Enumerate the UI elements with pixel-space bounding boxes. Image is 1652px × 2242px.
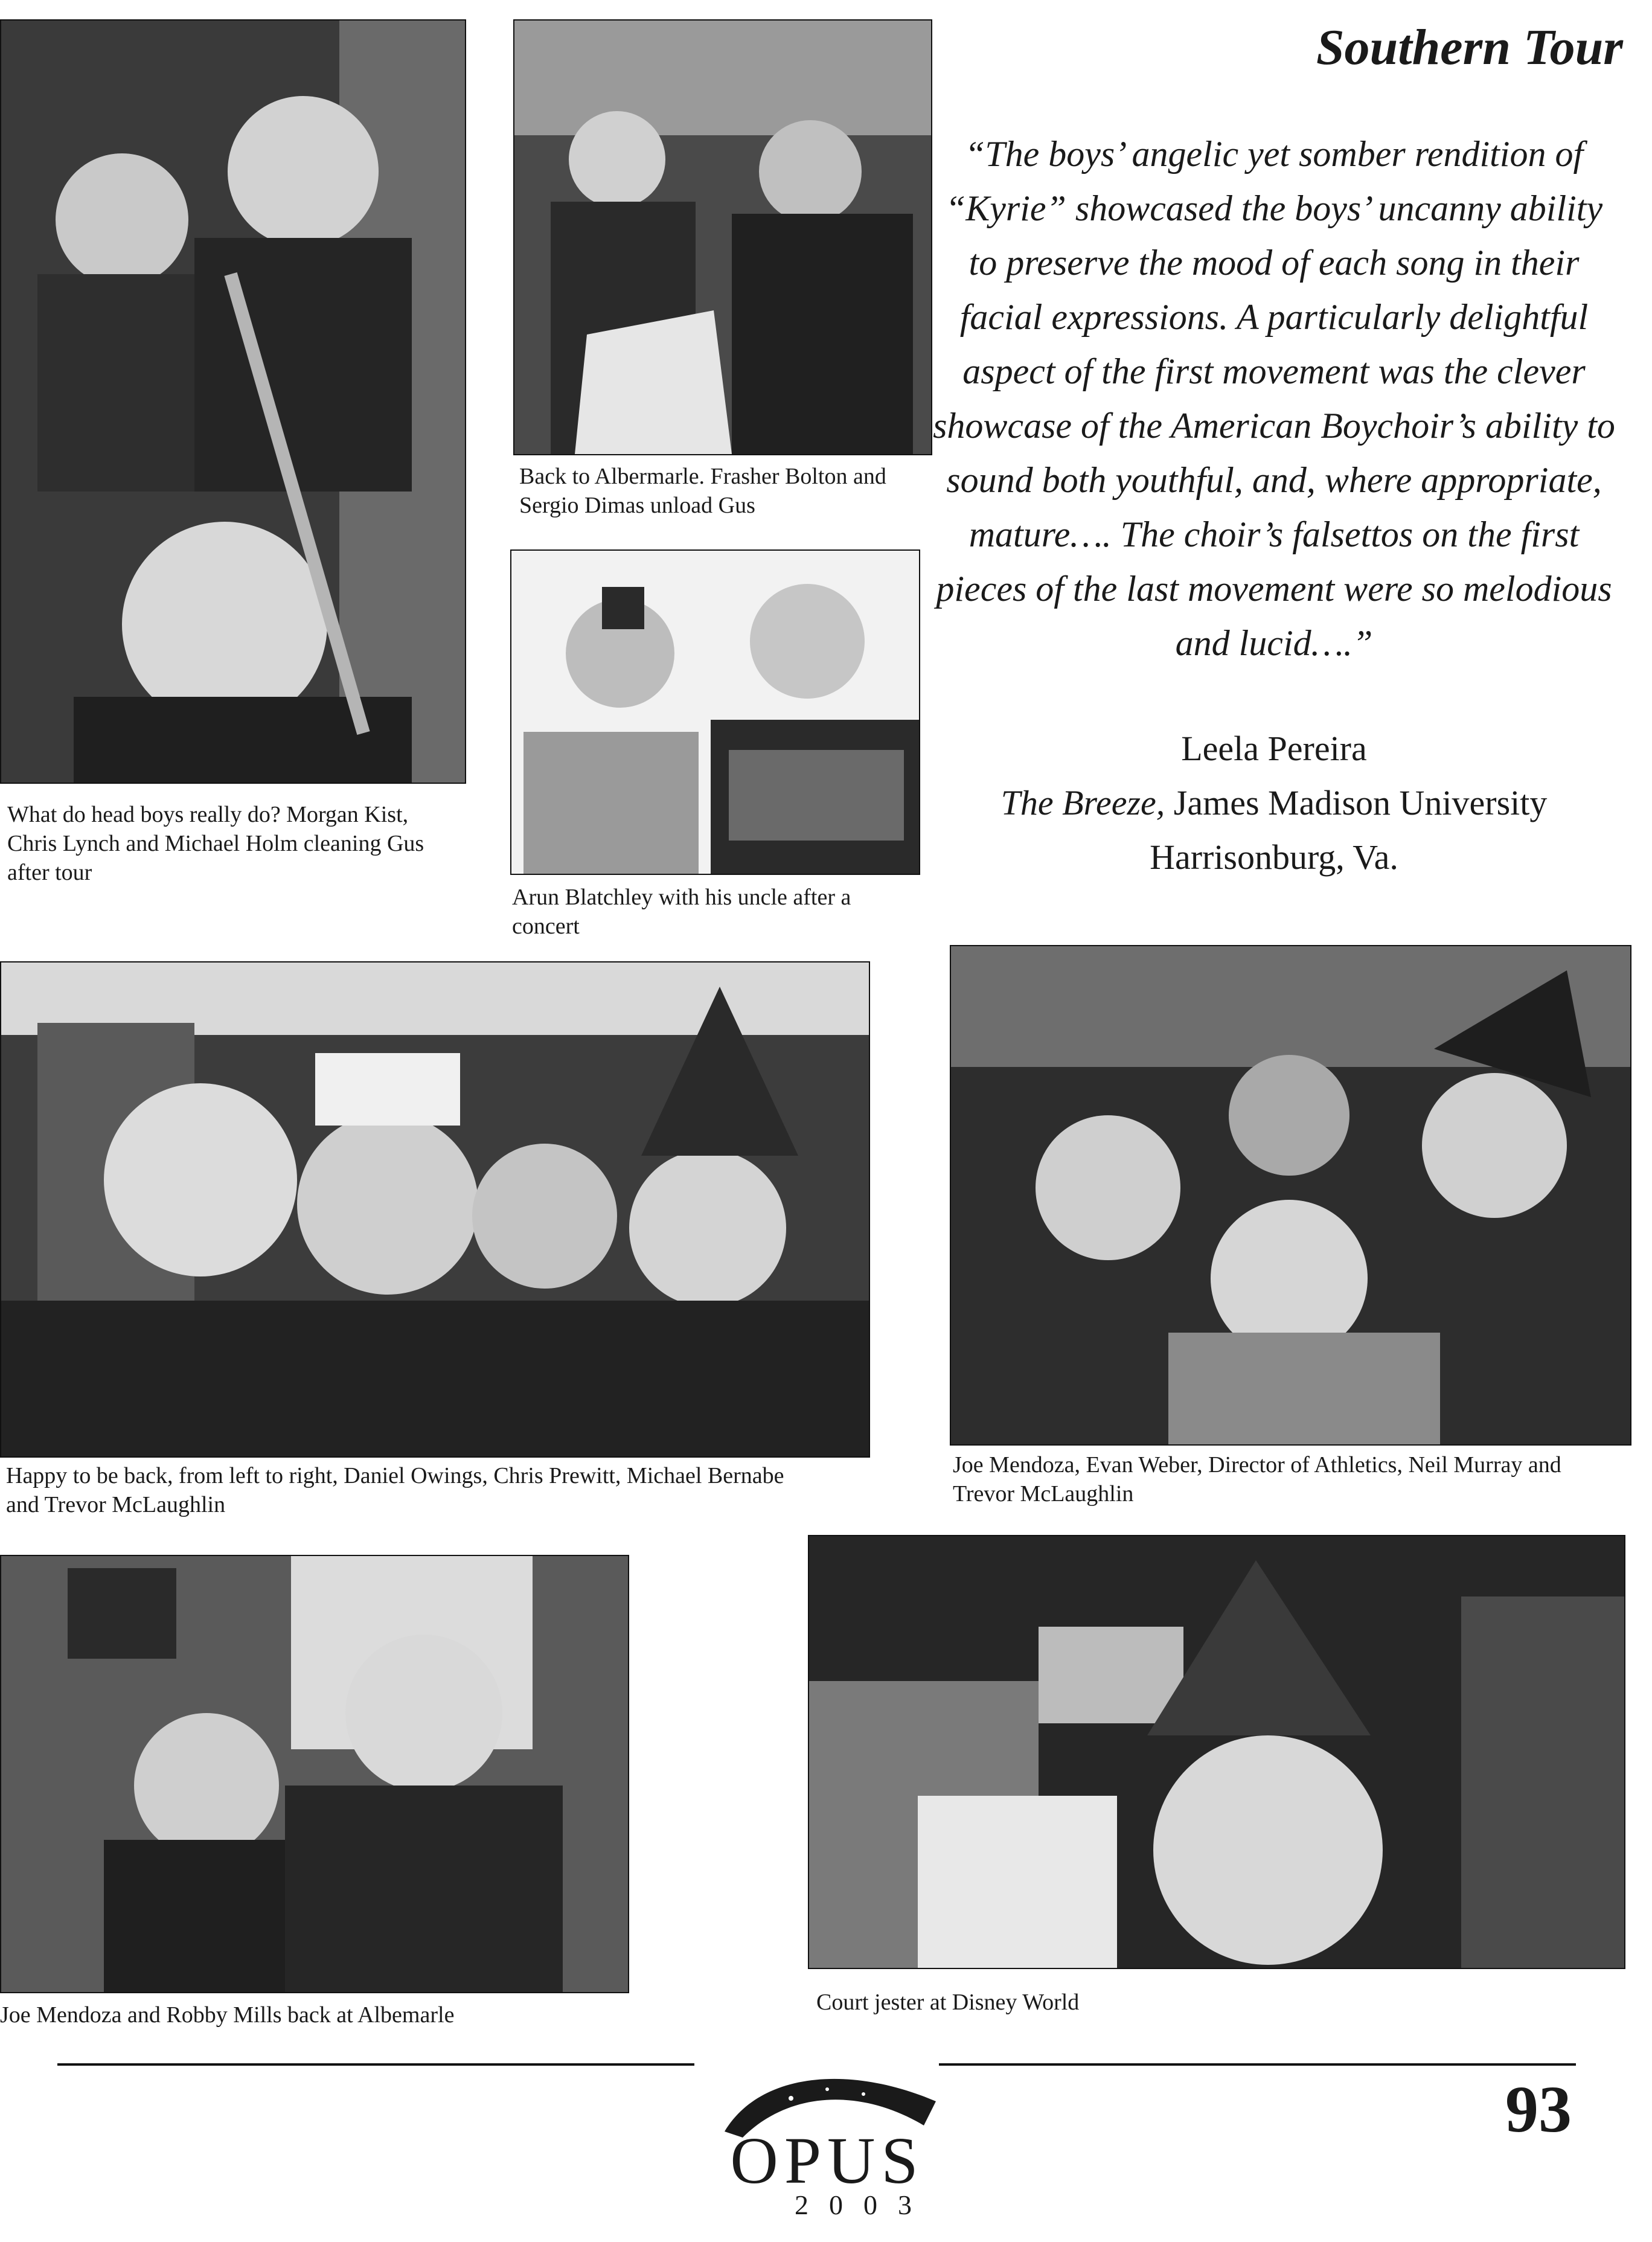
- caption-unload-gus: Back to Albermarle. Frasher Bolton and Sergio Dimas unload Gus: [519, 464, 886, 518]
- photo-happy-to-be-back: [0, 961, 870, 1458]
- photo-head-boys: [0, 19, 466, 784]
- quote-publication: The Breeze,: [1000, 783, 1165, 822]
- footer-rule-right: [939, 2063, 1576, 2066]
- photo-mendoza-group: [950, 945, 1631, 1446]
- logo-word: OPUS: [730, 2124, 924, 2197]
- quote-source: [933, 776, 1615, 830]
- logo-year: 2003: [795, 2189, 932, 2220]
- opus-logo: [706, 2065, 948, 2222]
- photo-court-jester: [808, 1535, 1625, 1969]
- photo-unload-gus: [513, 19, 932, 455]
- page-number: 93: [1505, 2072, 1572, 2146]
- caption-mendoza-mills: Joe Mendoza and Robby Mills back at Albemarle: [0, 2002, 455, 2028]
- quote-institution: James Madison University: [1173, 783, 1548, 822]
- page-title: Southern Tour: [1316, 19, 1623, 75]
- quote-author: Leela Pereira: [1181, 729, 1367, 768]
- photo-mendoza-mills: [0, 1555, 629, 1993]
- caption-head-boys: What do head boys really do? Morgan Kist, Chris Lynch and Michael Holm cleaning Gus after tour: [7, 802, 424, 885]
- caption-happy-to-be-back: Happy to be back, from left to right, Daniel Owings, Chris Prewitt, Michael Bernabe and Trevor McLaughlin: [6, 1463, 784, 1517]
- caption-mendoza-group: Joe Mendoza, Evan Weber, Director of Athletics, Neil Murray and Trevor McLaughlin: [953, 1452, 1561, 1507]
- photo-arun-uncle: [510, 549, 920, 875]
- quote-location: Harrisonburg, Va.: [1150, 838, 1398, 877]
- caption-arun-uncle: Arun Blatchley with his uncle after a concert: [512, 885, 851, 939]
- caption-court-jester: Court jester at Disney World: [816, 1990, 1080, 2015]
- review-quote: “The boys’ angelic yet somber rendition of “Kyrie” showcased the boys’ uncanny ability to preserve the mood of each song in their facial expressions. A particularly delightful aspect of the first movement was the clever showcase of the American Boychoir’s ability to sound both youthful, and, where appropriate, mature…. The choir’s falsettos on the first pieces of the last movement were so melodious and lucid….”: [933, 134, 1615, 663]
- footer-rule-left: [57, 2063, 694, 2066]
- quote-attribution: [933, 722, 1615, 885]
